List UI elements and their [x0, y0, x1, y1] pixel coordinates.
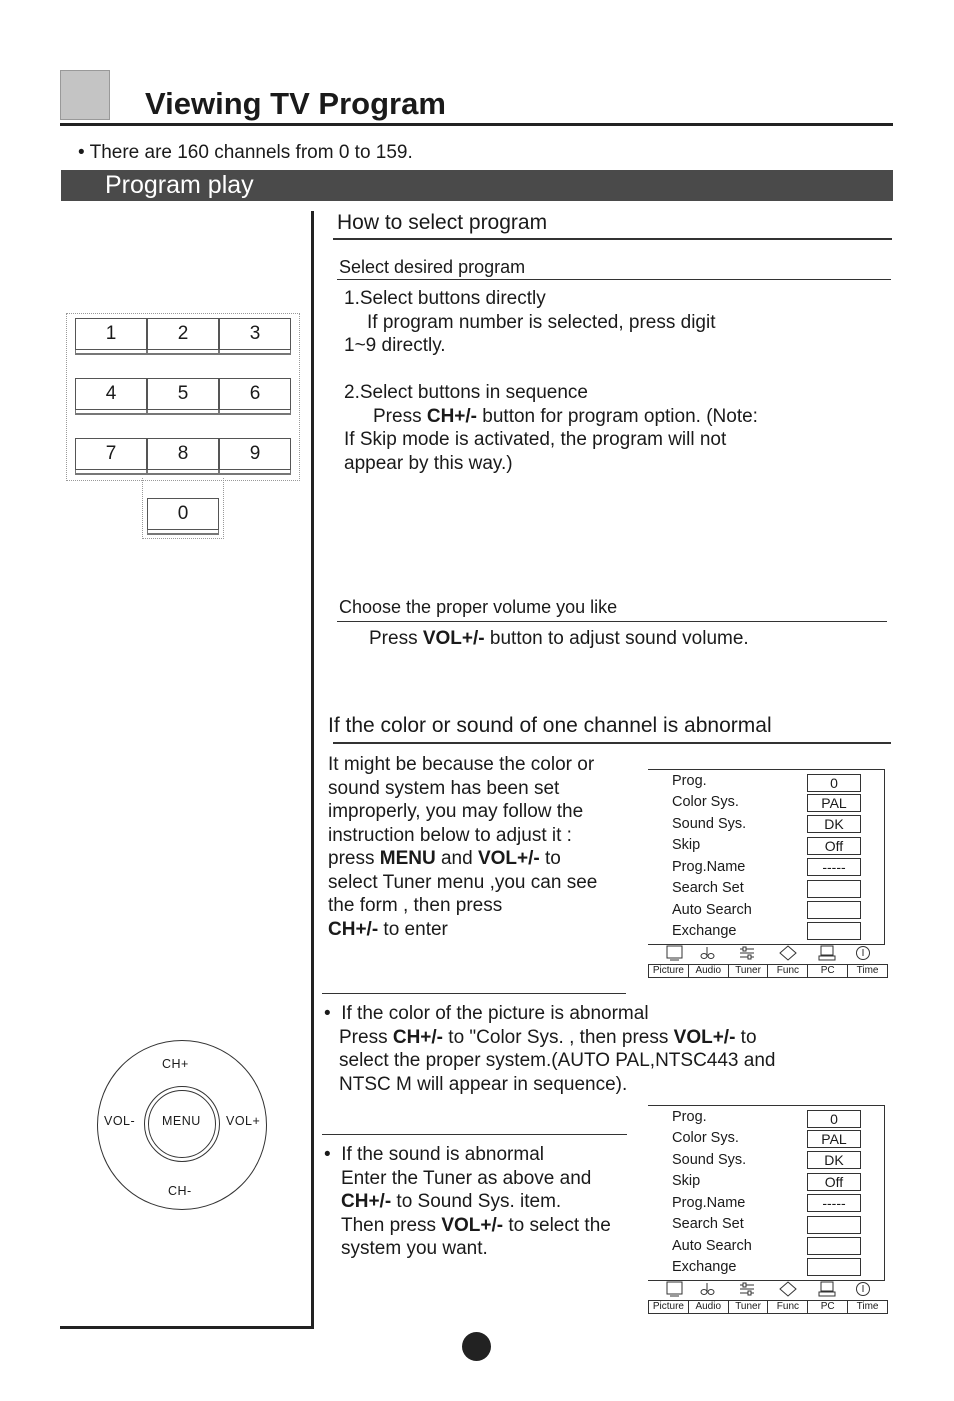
- dial-vol-minus[interactable]: VOL-: [104, 1114, 136, 1128]
- abnormal-heading-rule: [333, 742, 891, 744]
- osd-tabs: [648, 964, 888, 978]
- tab-tuner[interactable]: Tuner: [729, 1301, 769, 1313]
- audio-icon: [698, 1281, 716, 1297]
- volume-subheading-rule: [337, 621, 887, 622]
- tab-func[interactable]: Func: [768, 965, 808, 977]
- bottom-rule: [60, 1326, 314, 1329]
- pc-icon: [818, 945, 836, 961]
- section-banner: [61, 170, 893, 201]
- page-number-dot: [462, 1332, 491, 1361]
- title-rule: [60, 123, 893, 126]
- tuner-icon: [738, 945, 756, 961]
- select-heading-rule: [333, 238, 892, 240]
- volume-instruction: Press VOL+/- button to adjust sound volume.: [369, 628, 749, 649]
- volume-subheading: Choose the proper volume you like: [339, 597, 618, 617]
- abnormal-text: [328, 753, 597, 941]
- tuner-osd-menu-2: Prog. 0 Color Sys. PAL Sound Sys. DK Skip Off Prog.Name ----- Search Set Auto Search Exchange Picture Audio Tuner Func PC Time: [648, 1105, 886, 1313]
- header-gray-square: [60, 70, 110, 120]
- step2-line2: If Skip mode is activated, the program will not: [344, 429, 727, 450]
- abnormal-line8: CH+/- to enter: [328, 918, 448, 940]
- abnormal-line7: the form , then press: [328, 895, 503, 916]
- color-abnormal-line3: NTSC M will appear in sequence).: [339, 1073, 628, 1095]
- abnormal-heading: If the color or sound of one channel is abnormal: [328, 714, 772, 737]
- tab-pc[interactable]: PC: [808, 965, 848, 977]
- tab-pc[interactable]: PC: [808, 1301, 848, 1313]
- func-icon: [779, 1281, 797, 1297]
- abnormal-line1: It might be because the color or: [328, 754, 595, 775]
- tuner-icon: [738, 1281, 756, 1297]
- time-icon: [855, 1281, 871, 1297]
- key-5[interactable]: 5: [147, 378, 219, 410]
- color-abnormal-block: [324, 1002, 775, 1096]
- tab-time[interactable]: Time: [856, 1301, 879, 1312]
- tuner-osd-menu: Prog. 0 Color Sys. PAL Sound Sys. DK Skip Off Prog.Name ----- Search Set Auto Search Exchange Picture Audio Tuner Func PC Time: [648, 769, 886, 977]
- step2-line1: Press CH+/- button for program option. (Note:: [373, 405, 758, 427]
- sound-abnormal-line2: CH+/- to Sound Sys. item.: [341, 1191, 562, 1212]
- dial-menu[interactable]: MENU: [162, 1114, 201, 1128]
- tab-time[interactable]: Time: [856, 965, 879, 976]
- dial-ch-minus[interactable]: CH-: [168, 1184, 192, 1198]
- banner-label: Program play: [105, 171, 254, 199]
- step2-line3: appear by this way.): [344, 452, 513, 474]
- osd-icon-strip: [648, 945, 886, 961]
- audio-icon: [698, 945, 716, 961]
- page-title: Viewing TV Program: [145, 86, 446, 121]
- step1-line1: If program number is selected, press digit: [367, 311, 716, 333]
- dial-vol-plus[interactable]: VOL+: [226, 1114, 261, 1128]
- key-2[interactable]: 2: [147, 318, 219, 350]
- abnormal-line4: instruction below to adjust it :: [328, 824, 572, 846]
- pc-icon: [818, 1281, 836, 1297]
- tab-audio[interactable]: Audio: [689, 1301, 729, 1313]
- sound-abnormal-title: • If the sound is abnormal: [324, 1144, 545, 1165]
- sound-separator: [322, 1134, 627, 1135]
- func-icon: [779, 945, 797, 961]
- abnormal-line5: press MENU and VOL+/- to: [328, 848, 561, 869]
- select-heading: How to select program: [337, 211, 548, 234]
- step2-title: 2.Select buttons in sequence: [344, 382, 589, 403]
- key-7[interactable]: 7: [75, 438, 147, 470]
- color-abnormal-line2: select the proper system.(AUTO PAL,NTSC443 and: [339, 1050, 776, 1071]
- key-1[interactable]: 1: [75, 318, 147, 350]
- key-8[interactable]: 8: [147, 438, 219, 470]
- color-separator: [322, 993, 626, 994]
- key-4[interactable]: 4: [75, 378, 147, 410]
- abnormal-line2: sound system has been set: [328, 777, 560, 799]
- channels-note: • There are 160 channels from 0 to 159.: [78, 142, 413, 163]
- tab-tuner[interactable]: Tuner: [729, 965, 769, 977]
- tab-picture[interactable]: Picture: [649, 965, 689, 977]
- step1-title: 1.Select buttons directly: [344, 288, 546, 309]
- osd-icon-strip-2: [648, 1281, 886, 1297]
- time-icon: [855, 945, 871, 961]
- color-abnormal-line1: Press CH+/- to "Color Sys. , then press VOL+/- to: [339, 1026, 757, 1048]
- select-subheading-rule: [337, 279, 891, 280]
- key-3[interactable]: 3: [219, 318, 291, 350]
- abnormal-line6: select Tuner menu ,you can see: [328, 871, 598, 893]
- key-6[interactable]: 6: [219, 378, 291, 410]
- picture-icon: [666, 1281, 684, 1297]
- abnormal-line3: improperly, you may follow the: [328, 801, 584, 822]
- dial-ch-plus[interactable]: CH+: [162, 1057, 189, 1071]
- sound-abnormal-block: [324, 1143, 611, 1261]
- tab-audio[interactable]: Audio: [689, 965, 729, 977]
- key-9[interactable]: 9: [219, 438, 291, 470]
- color-abnormal-title: • If the color of the picture is abnormal: [324, 1003, 649, 1024]
- tab-picture[interactable]: Picture: [649, 1301, 689, 1313]
- column-divider: [311, 211, 314, 1329]
- tab-func[interactable]: Func: [768, 1301, 808, 1313]
- sound-abnormal-line1: Enter the Tuner as above and: [341, 1167, 592, 1189]
- select-subheading: Select desired program: [339, 257, 526, 277]
- key-0[interactable]: 0: [147, 498, 219, 530]
- picture-icon: [666, 945, 684, 961]
- sound-abnormal-line4: system you want.: [341, 1238, 488, 1259]
- osd-tabs-2: [648, 1300, 888, 1314]
- step1-line2: 1~9 directly.: [344, 335, 446, 356]
- sound-abnormal-line3: Then press VOL+/- to select the: [341, 1214, 611, 1236]
- select-steps: [344, 287, 758, 475]
